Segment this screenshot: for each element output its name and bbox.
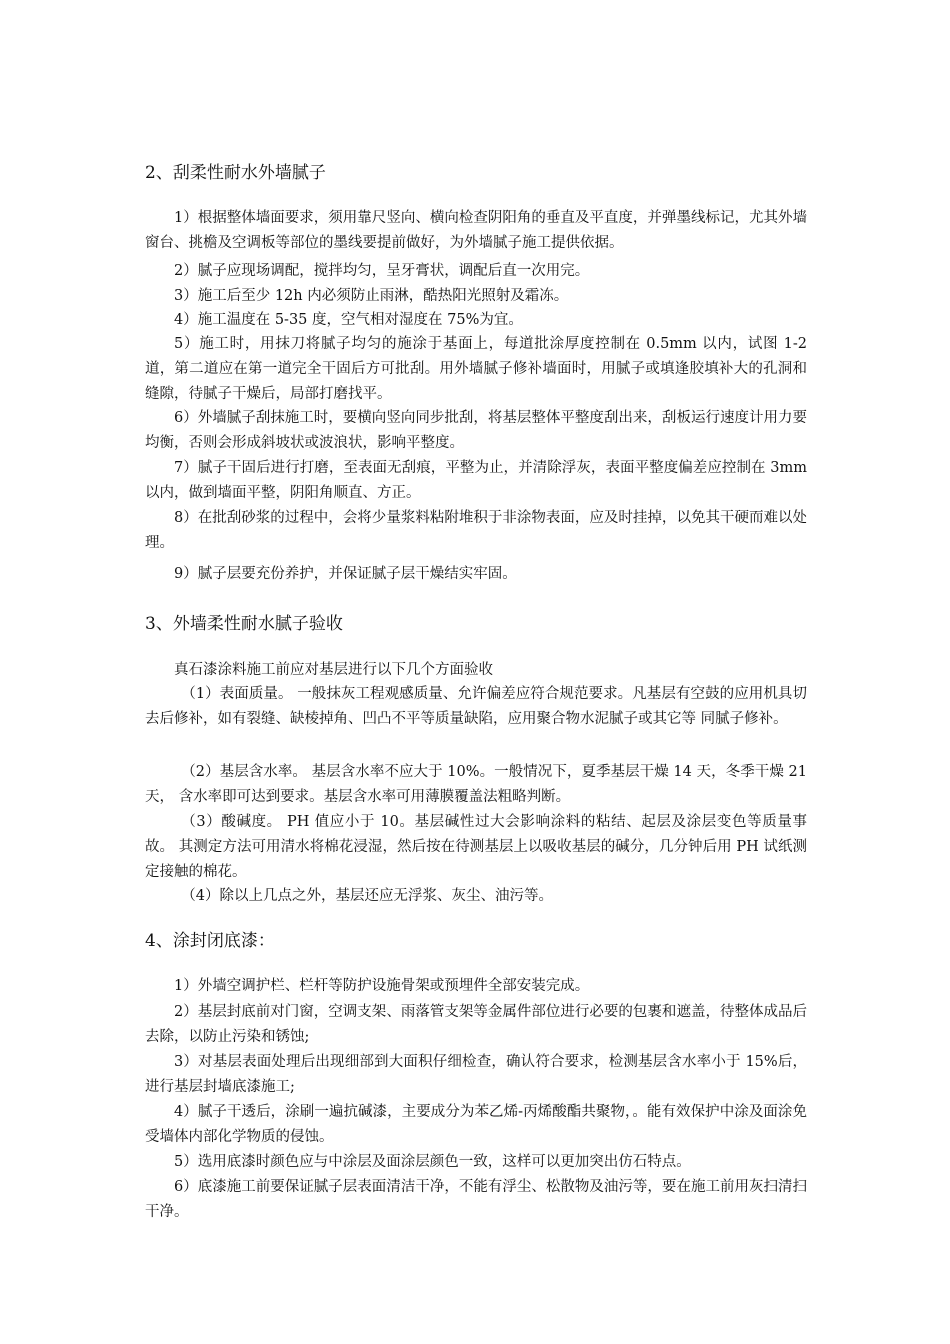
- paragraph: （2）基层含水率。 基层含水率不应大于 10%。一般情况下，夏季基层干燥 14 天，冬季干燥 21 天， 含水率即可达到要求。基层含水率可用薄膜覆盖法粗略判断。: [145, 764, 807, 805]
- paragraph: 1）外墙空调护栏、栏杆等防护设施骨架或预埋件全部安装完成。: [174, 978, 590, 994]
- paragraph: 7）腻子干固后进行打磨，至表面无刮痕，平整为止，并清除浮灰，表面平整度偏差应控制在 3mm 以内，做到墙面平整，阴阳角顺直、方正。: [145, 460, 807, 501]
- paragraph: 8）在批刮砂浆的过程中，会将少量浆料粘附堆积于非涂物表面，应及时挂掉，以免其干硬而难以处理。: [145, 510, 807, 551]
- paragraph: 4）腻子干透后，涂刷一遍抗碱漆，主要成分为苯乙烯-丙烯酸酯共聚物，。能有效保护中涂及面涂免受墙体内部化学物质的侵蚀。: [145, 1104, 807, 1145]
- paragraph: 5）选用底漆时颜色应与中涂层及面涂层颜色一致，这样可以更加突出仿石特点。: [174, 1154, 691, 1170]
- section-heading: 3、外墙柔性耐水腻子验收: [145, 614, 343, 634]
- paragraph: 9）腻子层要充份养护，并保证腻子层干燥结实牢固。: [174, 566, 517, 582]
- paragraph: 1）根据整体墙面要求，须用靠尺竖向、横向检查阴阳角的垂直及平直度，并弹墨线标记，尤其外墙窗台、挑檐及空调板等部位的墨线要提前做好，为外墙腻子施工提供依据。: [145, 210, 807, 251]
- paragraph: 6）外墙腻子刮抹施工时，要横向竖向同步批刮，将基层整体平整度刮出来，刮板运行速度计用力要均衡，否则会形成斜坡状或波浪状，影响平整度。: [145, 410, 807, 451]
- paragraph: （4）除以上几点之外，基层还应无浮浆、灰尘、油污等。: [181, 888, 553, 904]
- paragraph: （3）酸碱度。 PH 值应小于 10。基层碱性过大会影响涂料的粘结、起层及涂层变色等质量事故。 其测定方法可用清水将棉花浸湿，然后按在待测基层上以吸收基层的碱分，几分钟后用 PH 试纸测定接触的棉花。: [145, 814, 807, 880]
- paragraph: 2）基层封底前对门窗，空调支架、雨落管支架等金属件部位进行必要的包裹和遮盖，待整体成品后去除，以防止污染和锈蚀;: [145, 1004, 807, 1045]
- paragraph: 真石漆涂料施工前应对基层进行以下几个方面验收: [174, 662, 493, 678]
- paragraph: 4）施工温度在 5-35 度，空气相对湿度在 75%为宜。: [174, 312, 523, 328]
- paragraph: 6）底漆施工前要保证腻子层表面清洁干净，不能有浮尘、松散物及油污等，要在施工前用灰扫清扫干净。: [145, 1179, 807, 1220]
- paragraph: 3）对基层表面处理后出现细部到大面积仔细检查，确认符合要求，检测基层含水率小于 15%后，进行基层封墙底漆施工;: [145, 1054, 807, 1095]
- paragraph: 5）施工时，用抹刀将腻子均匀的施涂于基面上，每道批涂厚度控制在 0.5mm 以内，试图 1-2 道，第二道应在第一道完全干固后方可批刮。用外墙腻子修补墙面时，用腻子或填逢胶填补大的孔洞和缝隙，待腻子干燥后，局部打磨找平。: [145, 336, 807, 402]
- section-heading: 4、涂封闭底漆：: [145, 931, 275, 951]
- paragraph: 3）施工后至少 12h 内必须防止雨淋，酷热阳光照射及霜冻。: [174, 288, 569, 304]
- section-heading: 2、刮柔性耐水外墙腻子: [145, 163, 326, 183]
- paragraph: （1）表面质量。 一般抹灰工程观感质量、允许偏差应符合规范要求。凡基层有空鼓的应用机具切去后修补，如有裂缝、缺棱掉角、凹凸不平等质量缺陷，应用聚合物水泥腻子或其它等 同腻子修补。: [145, 686, 807, 727]
- paragraph: 2）腻子应现场调配，搅拌均匀，呈牙膏状，调配后直一次用完。: [174, 263, 590, 279]
